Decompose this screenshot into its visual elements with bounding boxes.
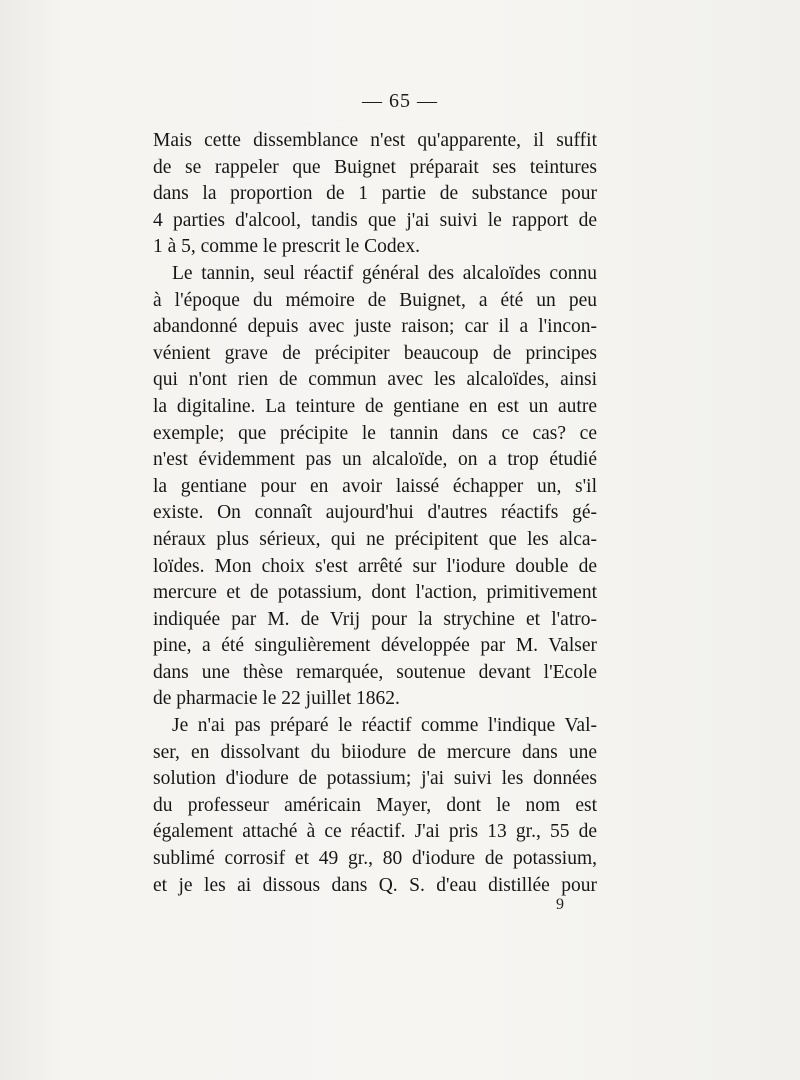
text-line: dans une thèse remarquée, soutenue devant l'Ecole (153, 661, 597, 683)
text-line: existe. On connaît aujourd'hui d'autres réactifs gé- (153, 502, 597, 524)
text-line: pine, a été singulièrement développée par M. Valser (153, 635, 597, 657)
text-line: abandonné depuis avec juste raison; car il a l'incon- (153, 316, 597, 338)
text-line: qui n'ont rien de commun avec les alcaloïdes, ainsi (153, 369, 597, 391)
text-line: Je n'ai pas préparé le réactif comme l'indique Val- (172, 715, 597, 737)
text-line: de pharmacie le 22 juillet 1862. (153, 688, 400, 710)
text-line: de se rappeler que Buignet préparait ses teintures (153, 156, 597, 178)
text-line: du professeur américain Mayer, dont le nom est (153, 794, 597, 816)
text-line: exemple; que précipite le tannin dans ce cas? ce (153, 422, 597, 444)
text-line: solution d'iodure de potassium; j'ai suivi les données (153, 768, 597, 790)
page-number: — 65 — (362, 90, 438, 112)
text-line: à l'époque du mémoire de Buignet, a été un peu (153, 289, 597, 311)
body-text (153, 128, 597, 899)
text-line: n'est évidemment pas un alcaloïde, on a trop étudié (153, 449, 597, 471)
text-line: et je les ai dissous dans Q. S. d'eau distillée pour (153, 874, 597, 896)
signature-mark: 9 (556, 896, 564, 913)
text-line: 1 à 5, comme le prescrit le Codex. (153, 236, 420, 258)
text-line: 4 parties d'alcool, tandis que j'ai suivi le rapport de (153, 209, 597, 231)
text-line: ser, en dissolvant du biiodure de mercure dans une (153, 741, 597, 763)
text-line: vénient grave de précipiter beaucoup de principes (153, 342, 597, 364)
text-line: mercure et de potassium, dont l'action, primitivement (153, 582, 597, 604)
text-line: la digitaline. La teinture de gentiane en est un autre (153, 395, 597, 417)
text-line: la gentiane pour en avoir laissé échapper un, s'il (153, 475, 597, 497)
text-line: néraux plus sérieux, qui ne précipitent que les alca- (153, 528, 597, 550)
text-line: loïdes. Mon choix s'est arrêté sur l'iodure double de (153, 555, 597, 577)
text-line: indiquée par M. de Vrij pour la strychine et l'atro- (153, 608, 597, 630)
text-line: également attaché à ce réactif. J'ai pris 13 gr., 55 de (153, 821, 597, 843)
text-line: sublimé corrosif et 49 gr., 80 d'iodure de potassium, (153, 848, 597, 870)
text-line: Le tannin, seul réactif général des alcaloïdes connu (172, 262, 597, 284)
text-line: dans la proportion de 1 partie de substance pour (153, 183, 597, 205)
text-line: Mais cette dissemblance n'est qu'apparente, il suffit (153, 130, 597, 151)
